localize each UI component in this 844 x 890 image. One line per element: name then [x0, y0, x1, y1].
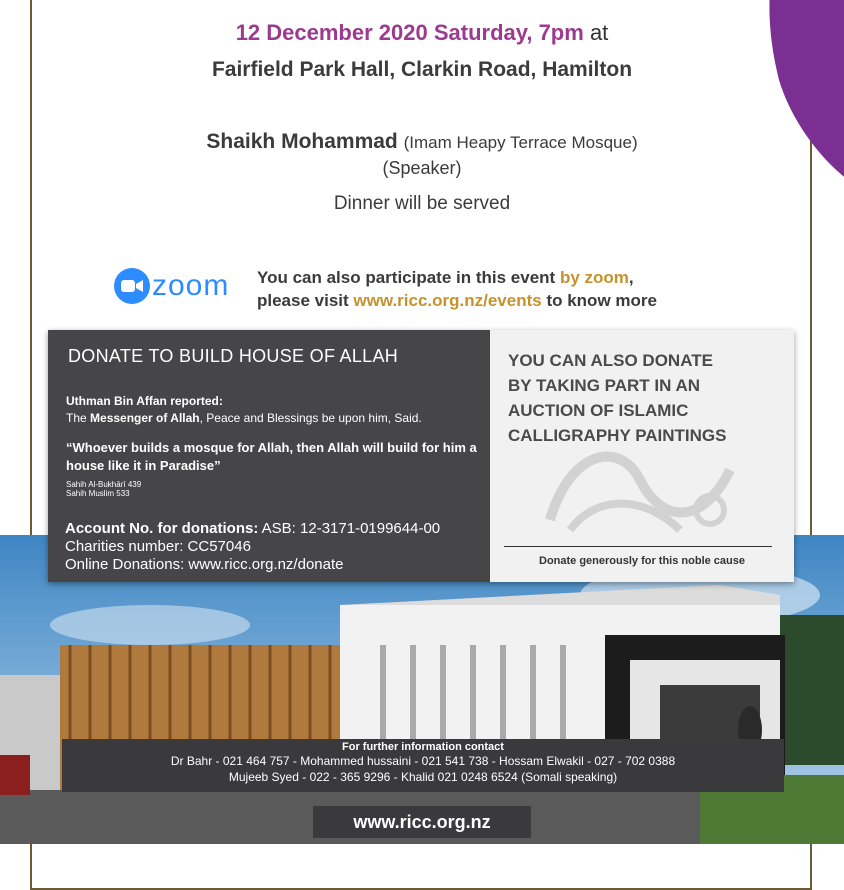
zoom-line2-text: please visit	[257, 291, 349, 310]
auction-line-2: BY TAKING PART IN AN	[508, 376, 701, 395]
zoom-line1-text: You can also participate in this event	[257, 268, 556, 287]
auction-footer: Donate generously for this noble cause	[539, 555, 745, 567]
hadith-intro	[66, 411, 422, 425]
auction-divider	[504, 546, 772, 547]
zoom-info	[257, 266, 657, 312]
hadith-references	[66, 480, 141, 498]
contact-band	[62, 739, 784, 792]
auction-title	[508, 348, 727, 448]
contact-line-2: Mujeeb Syed - 022 - 365 9296 - Khalid 021 0248 6524 (Somali speaking)	[228, 770, 618, 784]
speaker-name	[0, 130, 844, 154]
auction-panel	[490, 330, 794, 582]
zoom-camera-icon	[114, 268, 150, 304]
event-date-text: 12 December 2020 Saturday, 7pm	[235, 20, 584, 45]
account-label: Account No. for donations:	[65, 520, 259, 537]
hadith-ref-2: Sahih Muslim 533	[66, 489, 130, 498]
zoom-line1-comma: ,	[628, 268, 634, 287]
zoom-logo	[114, 268, 229, 304]
charities-number: Charities number: CC57046	[65, 538, 251, 555]
hadith-intro-pre: The	[66, 411, 87, 425]
event-date	[0, 20, 844, 46]
hadith-intro-bold: Messenger of Allah	[90, 411, 200, 425]
event-at-text: at	[589, 20, 609, 45]
calligraphy-watermark	[530, 430, 760, 550]
donate-info-panel	[48, 330, 490, 582]
speaker-name-text: Shaikh Mohammad	[206, 130, 398, 153]
donate-title: DONATE TO BUILD HOUSE OF ALLAH	[68, 346, 399, 366]
dinner-note: Dinner will be served	[333, 193, 511, 214]
auction-line-4: CALLIGRAPHY PAINTINGS	[508, 426, 727, 445]
auction-line-3: AUCTION OF ISLAMIC	[508, 401, 689, 420]
website-link[interactable]: www.ricc.org.nz	[313, 806, 531, 838]
contact-heading: For further information contact	[342, 741, 504, 753]
speaker-role: (Speaker)	[382, 158, 462, 178]
contact-line-1: Dr Bahr - 021 464 757 - Mohammed hussaini - 021 541 738 - Hossam Elwakil - 027 - 702 0388	[170, 754, 676, 768]
zoom-line2-tail: to know more	[546, 291, 657, 310]
online-donations-link[interactable]: Online Donations: www.ricc.org.nz/donate	[65, 556, 344, 573]
auction-line-1: YOU CAN ALSO DONATE	[508, 351, 713, 370]
donation-panel	[48, 330, 794, 582]
hadith-narrator: Uthman Bin Affan reported:	[66, 394, 223, 408]
account-number: ASB: 12-3171-0199644-00	[261, 520, 441, 537]
hadith-intro-post: , Peace and Blessings be upon him, Said.	[199, 411, 422, 425]
hadith-ref-1: Sahih Al-Bukhārī 439	[66, 480, 142, 489]
hadith-quote: “Whoever builds a mosque for Allah, then Allah will build for him a house like it in Paradise”	[66, 440, 477, 473]
events-link[interactable]: www.ricc.org.nz/events	[353, 291, 542, 310]
speaker-affiliation: (Imam Heapy Terrace Mosque)	[403, 133, 638, 152]
zoom-link[interactable]: by zoom	[559, 268, 629, 287]
zoom-wordmark: zoom	[152, 269, 230, 302]
event-venue: Fairfield Park Hall, Clarkin Road, Hamilton	[211, 58, 633, 81]
account-details	[65, 520, 440, 574]
